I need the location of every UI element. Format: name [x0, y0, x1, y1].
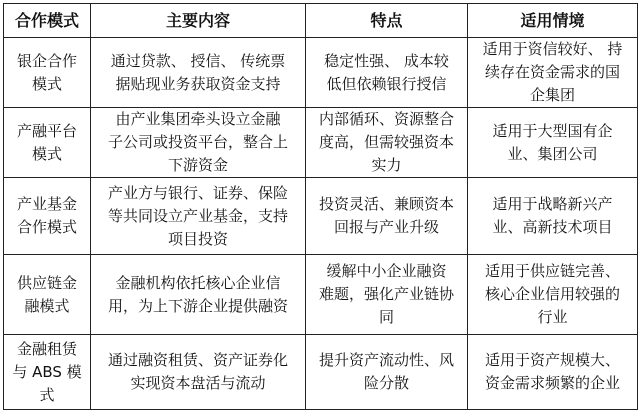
- cell-text-line: 项目投资: [167, 229, 228, 248]
- cell-features: [306, 38, 468, 108]
- cell-text-line: 适用于战略新兴产: [492, 195, 613, 213]
- cell-text-line: 产业方与银行、证券、保险: [107, 183, 288, 202]
- cell-text-line: 险分散: [363, 374, 409, 392]
- cell-text-line: 续存在资金需求的国: [484, 63, 620, 81]
- cell-text-line: 提升资产流动性、风: [318, 351, 454, 369]
- cell-scenario: [468, 38, 638, 108]
- cell-text-line: 通过融资租赁、资产证券化: [107, 351, 288, 369]
- cell-text-line: 难题，强化产业链协: [318, 285, 454, 303]
- cell-content: [91, 255, 306, 335]
- cell-text-line: 缓解中小企业融资: [326, 262, 447, 280]
- cell-text-line: 适用于资产规模大、: [484, 351, 620, 369]
- cell-mode: [4, 108, 91, 178]
- cell-features: [306, 178, 468, 255]
- cell-text-line: 业、集团公司: [507, 144, 598, 163]
- cell-text-line: 产业基金: [16, 195, 77, 213]
- cell-text-line: 度高，但需较强资本: [318, 133, 454, 151]
- header-mode: 合作模式: [4, 4, 91, 38]
- table-row: [4, 178, 638, 255]
- cell-mode: [4, 178, 91, 255]
- cell-scenario: [468, 255, 638, 335]
- cell-text-line: 业、高新技术项目: [492, 218, 613, 236]
- table-row: [4, 255, 638, 335]
- table-row: [4, 108, 638, 178]
- cell-text-line: 用，为上下游企业提供融资: [107, 296, 288, 315]
- cell-text-line: 下游资金: [167, 156, 228, 174]
- header-scenario: 适用情境: [468, 4, 638, 38]
- cell-scenario: [468, 335, 638, 410]
- cell-text-line: 投资灵活、兼顾资本: [318, 195, 454, 213]
- cell-text-line: 与 ABS 模: [12, 362, 82, 381]
- cell-text-line: 银企合作: [16, 51, 77, 70]
- cell-text-line: 回报与产业升级: [333, 218, 439, 236]
- cell-text-line: 资金需求频繁的企业: [484, 374, 620, 392]
- table-row: [4, 335, 638, 410]
- cell-content: [91, 108, 306, 178]
- cell-scenario: [468, 178, 638, 255]
- cell-mode: [4, 335, 91, 410]
- cell-text-line: 企集团: [529, 86, 575, 104]
- cell-text-line: 式: [39, 385, 55, 404]
- cell-text-line: 实力: [371, 156, 402, 174]
- cell-text-line: 由产业集团牵头设立金融: [115, 110, 281, 128]
- cell-text-line: 金融机构依托核心企业信: [115, 273, 281, 292]
- cell-text-line: 同: [378, 308, 394, 326]
- cell-text-line: 模式: [31, 74, 62, 93]
- cell-text-line: 适用于资信较好、 持: [482, 40, 623, 58]
- cell-text-line: 内部循环、资源整合: [318, 110, 454, 128]
- cell-text-line: 供应链金: [16, 273, 77, 292]
- cell-text-line: 实现资本盘活与流动: [130, 374, 266, 392]
- cell-content: [91, 38, 306, 108]
- cell-content: [91, 178, 306, 255]
- cell-text-line: 适用于供应链完善、: [484, 262, 620, 280]
- header-content: 主要内容: [91, 4, 306, 38]
- table-row: [4, 38, 638, 108]
- cell-mode: [4, 255, 91, 335]
- cell-text-line: 通过贷款、 授信、 传统票: [110, 51, 286, 70]
- cell-text-line: 融模式: [24, 296, 70, 315]
- cell-features: [306, 108, 468, 178]
- cell-features: [306, 255, 468, 335]
- cell-text-line: 模式: [31, 144, 62, 163]
- cell-content: [91, 335, 306, 410]
- cell-scenario: [468, 108, 638, 178]
- cell-text-line: 据贴现业务获取资金支持: [115, 74, 281, 93]
- header-row: [4, 4, 638, 38]
- header-features: 特点: [306, 4, 468, 38]
- cell-text-line: 等共同设立产业基金，支持: [107, 206, 288, 225]
- cell-text-line: 合作模式: [16, 218, 77, 236]
- cell-text-line: 适用于大型国有企: [492, 121, 613, 140]
- cell-text-line: 子公司或投资平台，整合上: [107, 133, 288, 151]
- cell-text-line: 产融平台: [16, 121, 77, 140]
- cooperation-modes-table: [3, 3, 638, 410]
- cell-text-line: 稳定性强、 成本较: [324, 51, 449, 70]
- cell-text-line: 行业: [537, 308, 568, 326]
- cell-text-line: 低但依赖银行授信: [326, 74, 447, 93]
- cell-mode: [4, 38, 91, 108]
- cell-text-line: 核心企业信用较强的: [484, 285, 620, 303]
- cell-text-line: 金融租赁: [16, 339, 77, 358]
- cell-features: [306, 335, 468, 410]
